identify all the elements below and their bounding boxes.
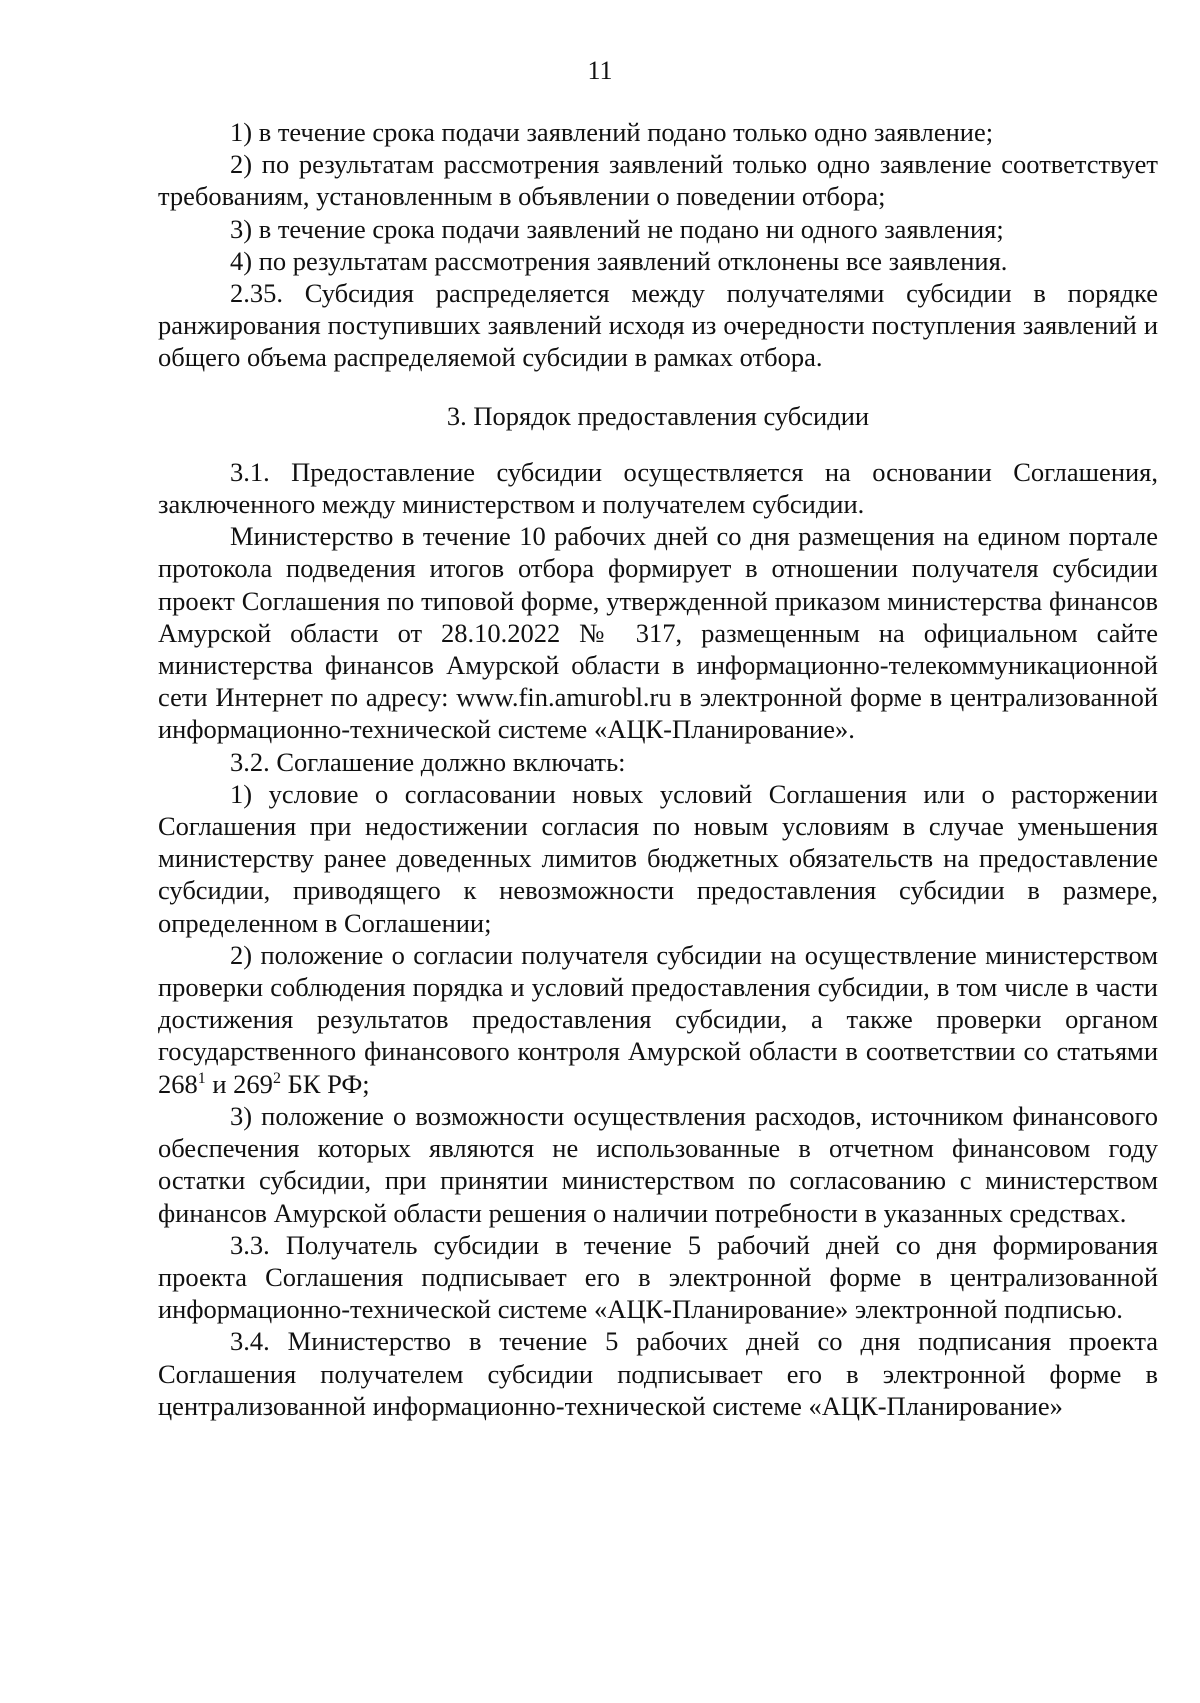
paragraph-3-2-item-3: 3) положение о возможности осуществления расходов, источником финансового обеспечения которых являются не использованные в отчетном финансовом году остатки субсидии, при принятии министерством по согласованию с министерством финансов Амурской области решения о наличии потребности в указанных средствах. <box>158 1100 1158 1228</box>
page-number: 11 <box>587 56 613 85</box>
paragraph-3-2-item-2-text: 2) положение о согласии получателя субсидии на осуществление министерством проверки соблюдения порядка и условий предоставления субсидии, в том числе в части достижения результатов предоставления субсидии, а также проверки органом государственного финансового контроля Амурской области в соответствии со статьями 268 <box>158 939 1158 1099</box>
paragraph-item-4: 4) по результатам рассмотрения заявлений отклонены все заявления. <box>230 245 1008 276</box>
document-body <box>158 116 1158 1422</box>
paragraph-3-2: 3.2. Соглашение должно включать: <box>230 746 626 777</box>
superscript-1: 1 <box>197 1069 206 1087</box>
paragraph-3-4: 3.4. Министерство в течение 5 рабочих дней со дня подписания проекта Соглашения получателем субсидии подписывает его в электронной форме в централизованной информационно-технической системе «АЦК-Планирование» <box>158 1326 1158 1421</box>
paragraph-ministry-procedure: Министерство в течение 10 рабочих дней со дня размещения на едином портале протокола подведения итогов отбора формирует в отношении получателя субсидии проект Соглашения по типовой форме, утвержденной приказом министерства финансов Амурской области от 28.10.2022 № 317, размещенным на официальном сайте министерства финансов Амурской области в информационно-телекоммуникационной сети Интернет по адресу: www.fin.amurobl.ru в электронной форме в централизованной информационно-технической системе «АЦК-Планирование». <box>158 521 1158 745</box>
paragraph-2-35: 2.35. Субсидия распределяется между получателями субсидии в порядке ранжирования поступивших заявлений исходя из очередности поступления заявлений и общего объема распределяемой субсидии в рамках отбора. <box>158 278 1158 373</box>
superscript-2: 2 <box>272 1069 281 1087</box>
paragraph-3-2-item-2 <box>158 939 1158 1100</box>
paragraph-item-3: 3) в течение срока подачи заявлений не подано ни одного заявления; <box>230 213 1004 244</box>
paragraph-3-2-item-2-tail: БК РФ; <box>280 1068 370 1099</box>
paragraph-3-1: 3.1. Предоставление субсидии осуществляется на основании Соглашения, заключенного между министерством и получателем субсидии. <box>158 456 1158 520</box>
paragraph-item-2: 2) по результатам рассмотрения заявлений только одно заявление соответствует требованиям, установленным в объявлении о поведении отбора; <box>158 149 1158 212</box>
paragraph-3-2-item-1: 1) условие о согласовании новых условий Соглашения или о расторжении Соглашения при недостижении согласия по новым условиям в случае уменьшения министерству ранее доведенных лимитов бюджетных обязательств на предоставление субсидии, приводящего к невозможности предоставления субсидии в размере, определенном в Соглашении; <box>158 778 1158 938</box>
section-heading: 3. Порядок предоставления субсидии <box>446 400 870 431</box>
paragraph-3-3: 3.3. Получатель субсидии в течение 5 рабочий дней со дня формирования проекта Соглашения подписывает его в электронной форме в централизованной информационно-технической системе «АЦК-Планирование» электронной подписью. <box>158 1229 1158 1325</box>
paragraph-3-2-item-2-mid: и 269 <box>205 1068 273 1099</box>
paragraph-item-1: 1) в течение срока подачи заявлений подано только одно заявление; <box>230 117 994 147</box>
